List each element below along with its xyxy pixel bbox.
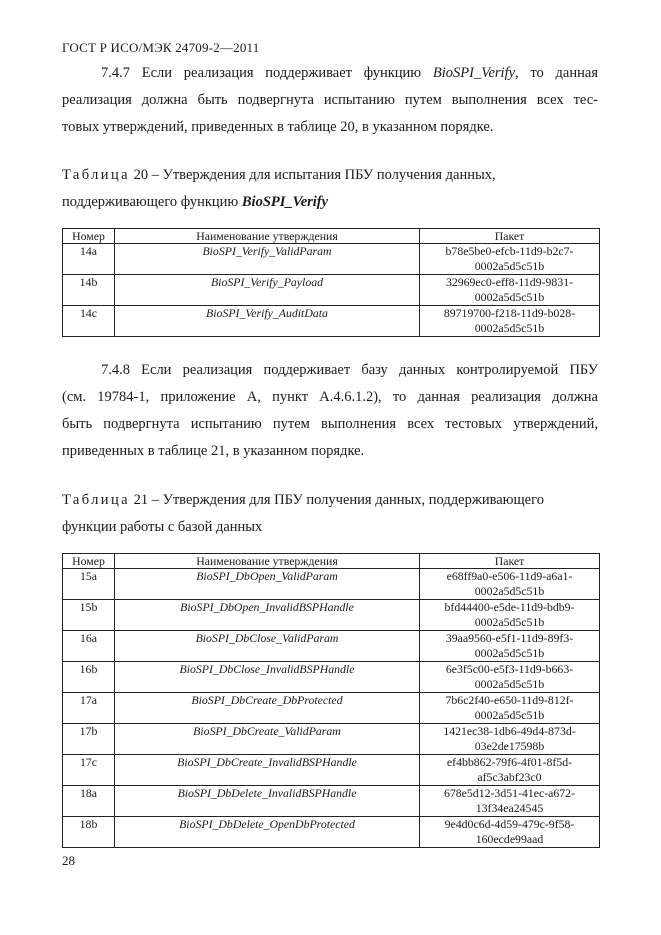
package-id-line: 678e5d12-3d51-41ec-a672- (443, 786, 576, 800)
paragraph-line: быть подвергнута испытанию путем выполнения всех тестовых утверждений, (62, 416, 598, 432)
package-id-line: ef4bb862-79f6-4f01-8f5d- (446, 755, 573, 769)
table-row (63, 275, 600, 306)
column-header-number: Номер (63, 554, 115, 569)
assertion-name: BioSPI_DbOpen_InvalidBSPHandle (115, 600, 420, 631)
table-row (63, 755, 600, 786)
package-id (420, 306, 600, 337)
package-id-line: af5c3abf23c0 (477, 770, 542, 784)
assertion-name: BioSPI_DbDelete_OpenDbProtected (115, 817, 420, 848)
package-id-line: 9e4d0c6d-4d59-479c-9f58- (444, 817, 575, 831)
package-id-line: 0002a5d5c51b (474, 708, 545, 722)
row-number: 18b (63, 817, 115, 848)
package-id-line: e68ff9a0-e506-11d9-a6a1- (446, 569, 573, 583)
package-id-line: 160ecde99aad (475, 832, 544, 846)
paragraph-line: 7.4.7 Если реализация поддерживает функцию BioSPI_Verify, то данная (101, 65, 598, 81)
package-id (420, 244, 600, 275)
column-header-name: Наименование утверждения (115, 554, 420, 569)
package-id (420, 662, 600, 693)
package-id-line: bfd44400-e5de-11d9-bdb9- (444, 600, 575, 614)
paragraph-line: реализация должна быть подвергнута испытанию путем выполнения всех тес- (62, 92, 598, 108)
package-id-line: 0002a5d5c51b (474, 321, 545, 335)
row-number: 15b (63, 600, 115, 631)
package-id-line: 0002a5d5c51b (474, 584, 545, 598)
column-header-package: Пакет (420, 554, 600, 569)
assertion-name: BioSPI_DbClose_InvalidBSPHandle (115, 662, 420, 693)
table-row (63, 569, 600, 600)
table-row (63, 817, 600, 848)
table-20-caption: Таблица 20 – Утверждения для испытания ПБУ получения данных, поддерживающего функцию BioSPI_Verify (62, 167, 496, 210)
paragraph-line: товых утверждений, приведенных в таблице 20, в указанном порядке. (62, 119, 494, 135)
row-number: 15a (63, 569, 115, 600)
column-header-name: Наименование утверждения (115, 229, 420, 244)
table-row (63, 244, 600, 275)
package-id-line: 03e2de17598b (474, 739, 545, 753)
row-number: 17c (63, 755, 115, 786)
package-id-line: 39aa9560-e5f1-11d9-89f3- (445, 631, 574, 645)
paragraph-line: (см. 19784-1, приложение А, пункт А.4.6.1.2), то данная реализация должна (62, 389, 598, 405)
package-id-line: b78e5be0-efcb-11d9-b2c7- (445, 244, 574, 258)
package-id-line: 89719700-f218-11d9-b028- (443, 306, 576, 320)
table-21-caption: Таблица 21 – Утверждения для ПБУ получения данных, поддерживающего функции работы с базой данных (62, 492, 544, 535)
page-number: 28 (62, 853, 75, 868)
row-number: 17b (63, 724, 115, 755)
table-row (63, 631, 600, 662)
package-id (420, 724, 600, 755)
row-number: 14b (63, 275, 115, 306)
package-id-line: 6e3f5c00-e5f3-11d9-b663- (445, 662, 574, 676)
row-number: 14c (63, 306, 115, 337)
package-id-line: 32969ec0-eff8-11d9-9831- (445, 275, 574, 289)
row-number: 17a (63, 693, 115, 724)
package-id (420, 755, 600, 786)
package-id (420, 275, 600, 306)
column-header-number: Номер (63, 229, 115, 244)
assertion-name: BioSPI_DbCreate_DbProtected (115, 693, 420, 724)
paragraph-7-4-7 (62, 60, 598, 141)
table-20 (62, 228, 600, 337)
table-row (63, 724, 600, 755)
package-id (420, 569, 600, 600)
package-id-line: 0002a5d5c51b (474, 290, 545, 304)
package-id-line: 1421ec38-1db6-49d4-873d- (443, 724, 576, 738)
package-id (420, 817, 600, 848)
paragraph-line: приведенных в таблице 21, в указанном порядке. (62, 443, 365, 459)
table-header-row (63, 229, 600, 244)
table-row (63, 693, 600, 724)
assertion-name: BioSPI_DbCreate_InvalidBSPHandle (115, 755, 420, 786)
package-id-line: 0002a5d5c51b (474, 646, 545, 660)
column-header-package: Пакет (420, 229, 600, 244)
assertion-name: BioSPI_DbOpen_ValidParam (115, 569, 420, 600)
assertion-name: BioSPI_Verify_AuditData (115, 306, 420, 337)
table-row (63, 662, 600, 693)
assertion-name: BioSPI_DbClose_ValidParam (115, 631, 420, 662)
row-number: 16a (63, 631, 115, 662)
assertion-name: BioSPI_DbCreate_ValidParam (115, 724, 420, 755)
row-number: 16b (63, 662, 115, 693)
assertion-name: BioSPI_Verify_ValidParam (115, 244, 420, 275)
table-header-row (63, 554, 600, 569)
row-number: 18a (63, 786, 115, 817)
table-21 (62, 553, 600, 848)
package-id (420, 786, 600, 817)
package-id-line: 0002a5d5c51b (474, 259, 545, 273)
paragraph-line: 7.4.8 Если реализация поддерживает базу данных контролируемой ПБУ (101, 362, 598, 378)
table-row (63, 600, 600, 631)
assertion-name: BioSPI_DbDelete_InvalidBSPHandle (115, 786, 420, 817)
package-id (420, 631, 600, 662)
assertion-name: BioSPI_Verify_Payload (115, 275, 420, 306)
package-id (420, 693, 600, 724)
package-id-line: 7b6c2f40-e650-11d9-812f- (445, 693, 574, 707)
package-id-line: 0002a5d5c51b (474, 615, 545, 629)
package-id-line: 13f34ea24545 (475, 801, 544, 815)
document-header: ГОСТ Р ИСО/МЭК 24709-2—2011 (62, 40, 260, 55)
row-number: 14a (63, 244, 115, 275)
package-id-line: 0002a5d5c51b (474, 677, 545, 691)
table-row (63, 306, 600, 337)
package-id (420, 600, 600, 631)
table-row (63, 786, 600, 817)
paragraph-7-4-8 (62, 357, 598, 465)
